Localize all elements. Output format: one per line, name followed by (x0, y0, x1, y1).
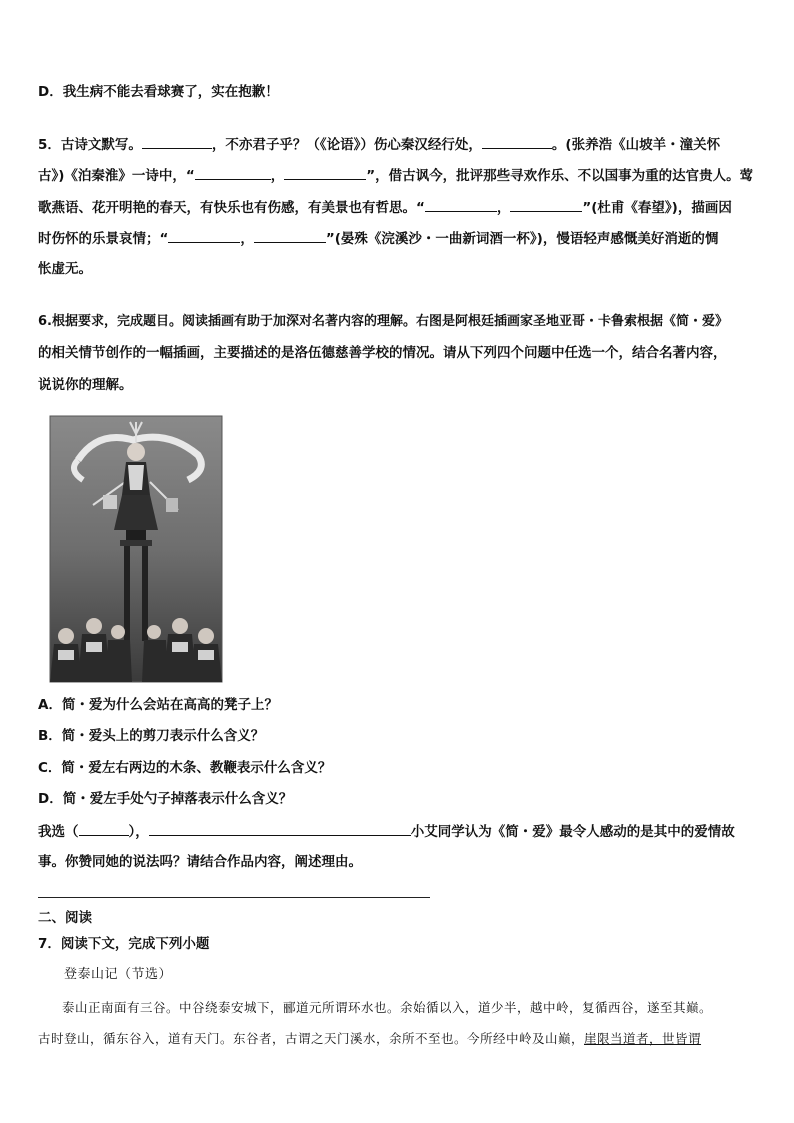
question-5-line-4: 时伤怀的乐景哀情；“ ， ”(晏殊《浣溪沙・一曲新词酒一杯》)，慢语轻声感慨美好消逝的惆 (38, 231, 719, 247)
blank[interactable] (168, 229, 240, 243)
section-2-heading: 二、阅读 (38, 910, 92, 926)
reason-blank[interactable] (149, 822, 411, 836)
question-6-line-1: 6.根据要求，完成题目。阅读插画有助于加深对名著内容的理解。右图是阿根廷插画家圣地亚哥・卡鲁索根据《简・爱》 (38, 314, 728, 329)
blank[interactable] (254, 229, 326, 243)
option-c: C．简・爱左右两边的木条、教鞭表示什么含义？ (38, 760, 332, 776)
option-b: B．简・爱头上的剪刀表示什么含义？ (38, 728, 265, 744)
choice-blank[interactable] (79, 822, 129, 836)
choose-line-1: 我选（ ）， 小艾同学认为《简・爱》最令人感动的是其中的爱情故 (38, 824, 735, 840)
passage-line-1: 泰山正南面有三谷。中谷绕泰安城下，郦道元所谓环水也。余始循以入，道少半，越中岭，复循西谷，遂至其巅。 (62, 1000, 713, 1015)
choose-line-2: 事。你赞同她的说法吗？请结合作品内容，阐述理由。 (38, 854, 362, 870)
blank[interactable] (195, 166, 271, 180)
question-6-line-2: 的相关情节创作的一幅插画，主要描述的是洛伍德慈善学校的情况。请从下列四个问题中任选一个，结合名著内容， (38, 345, 727, 361)
option-a: A．简・爱为什么会站在高高的凳子上？ (38, 697, 278, 713)
option-d-line: D．我生病不能去看球赛了，实在抱歉！ (38, 84, 279, 100)
answer-line[interactable] (38, 897, 430, 898)
blank[interactable] (284, 166, 366, 180)
blank[interactable] (482, 135, 552, 149)
question-5-line-5: 怅虚无。 (38, 261, 92, 277)
blank[interactable] (425, 198, 497, 212)
option-d: D．简・爱左手处勺子掉落表示什么含义？ (38, 791, 293, 807)
passage-line-2: 古时登山，循东谷入，道有天门。东谷者，古谓之天门溪水，余所不至也。今所经中岭及山巅，崖限当道者，世皆谓 (38, 1031, 702, 1046)
illustration-jane-eyre-icon (38, 400, 238, 690)
question-5-line-3: 歌燕语、花开明艳的春天，有快乐也有伤感，有美景也有哲思。“ ， ”(杜甫《春望》)，描画因 (38, 200, 732, 216)
question-7-heading: 7．阅读下文，完成下列小题 (38, 936, 210, 952)
question-6-line-3: 说说你的理解。 (38, 377, 133, 393)
passage-title: 登泰山记（节选） (64, 967, 173, 982)
illustration-image (38, 400, 238, 690)
question-5-line-2: 古》)《泊秦淮》一诗中，“ ， ”，借古讽今，批评那些寻欢作乐、不以国事为重的达官贵人。莺 (38, 168, 754, 184)
blank[interactable] (142, 135, 212, 149)
blank[interactable] (510, 198, 582, 212)
question-5-line-1: 5．古诗文默写。 ，不亦君子乎？（《论语》）伤心秦汉经行处， 。(张养浩《山坡羊・潼关怀 (38, 137, 721, 153)
